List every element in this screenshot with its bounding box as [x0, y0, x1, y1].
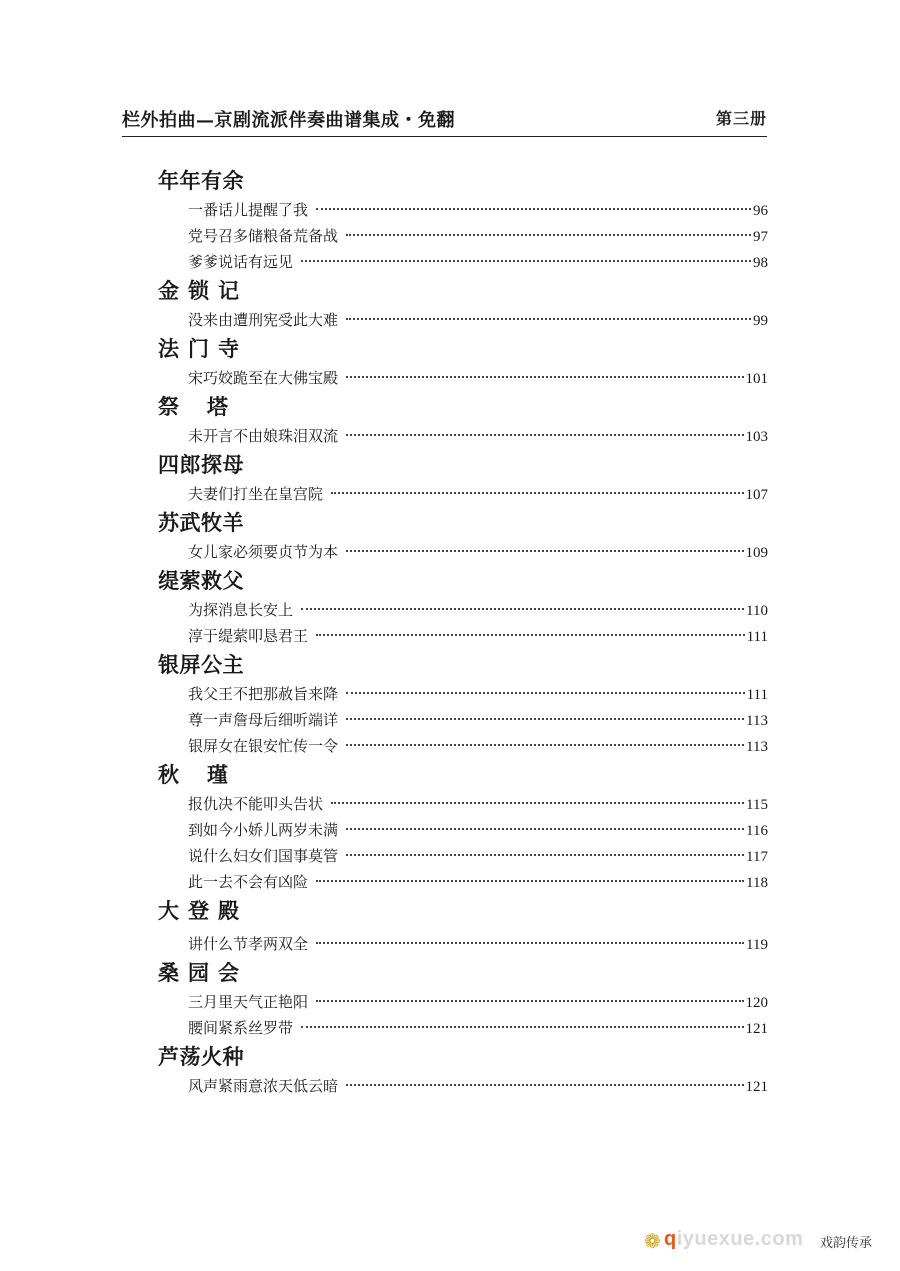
entry-title: 我父王不把那赦旨来降: [188, 685, 339, 703]
dot-leader: [346, 828, 744, 830]
entry-title: 说什么妇女们国事莫管: [188, 847, 339, 865]
dot-leader: [346, 1084, 743, 1086]
table-of-contents: [158, 165, 768, 1099]
entry-title: 风声紧雨意浓天低云暗: [188, 1077, 339, 1095]
toc-entry[interactable]: [158, 365, 768, 391]
dot-leader: [346, 854, 744, 856]
volume-label: 第三册: [715, 109, 767, 128]
entry-title: 银屏女在银安忙传一令: [188, 737, 339, 755]
entry-title: 夫妻们打坐在皇宫院: [188, 485, 324, 503]
entry-title: 三月里天气正艳阳: [188, 993, 309, 1011]
dot-leader: [346, 434, 743, 436]
toc-section: [158, 449, 768, 507]
toc-section: [158, 507, 768, 565]
dot-leader: [346, 550, 743, 552]
dot-leader: [316, 634, 745, 636]
page-number: 98: [753, 255, 768, 271]
dot-leader: [316, 880, 744, 882]
toc-entry[interactable]: [158, 733, 768, 759]
dot-leader: [346, 376, 743, 378]
section-title: 法门寺: [158, 336, 248, 361]
toc-entry[interactable]: [158, 481, 768, 507]
page-number: 119: [746, 937, 768, 953]
dot-leader: [346, 718, 744, 720]
dot-leader: [331, 802, 744, 804]
section-title: 苏武牧羊: [158, 510, 244, 535]
toc-entry[interactable]: [158, 539, 768, 565]
toc-entry[interactable]: [158, 1015, 768, 1041]
toc-entry[interactable]: [158, 843, 768, 869]
page-number: 111: [746, 687, 768, 703]
section-title: 芦荡火种: [158, 1044, 244, 1069]
entry-title: 未开言不由娘珠泪双流: [188, 427, 339, 445]
page-number: 101: [745, 371, 768, 387]
dot-leader: [316, 1000, 743, 1002]
toc-entry[interactable]: [158, 423, 768, 449]
section-title: 金锁记: [158, 278, 248, 303]
toc-entry[interactable]: [158, 707, 768, 733]
toc-entry[interactable]: [158, 307, 768, 333]
page-number: 118: [746, 875, 768, 891]
toc-section: [158, 1041, 768, 1099]
toc-entry[interactable]: [158, 681, 768, 707]
entry-title: 尊一声詹母后细听端详: [188, 711, 339, 729]
section-title: 秋瑾: [158, 762, 256, 787]
page-number: 110: [746, 603, 768, 619]
toc-section: [158, 957, 768, 1041]
toc-entry[interactable]: [158, 249, 768, 275]
toc-section: [158, 565, 768, 649]
section-title: 桑园会: [158, 960, 248, 985]
section-title: 四郎探母: [158, 452, 244, 477]
page-number: 99: [753, 313, 768, 329]
dot-leader: [316, 208, 751, 210]
section-title: 祭塔: [158, 394, 256, 419]
toc-entry[interactable]: [158, 623, 768, 649]
page-number: 115: [746, 797, 768, 813]
toc-entry[interactable]: [158, 597, 768, 623]
page-number: 103: [745, 429, 768, 445]
page-number: 111: [746, 629, 768, 645]
toc-entry[interactable]: [158, 817, 768, 843]
toc-entry[interactable]: [158, 197, 768, 223]
wechat-icon: ❁: [644, 1229, 661, 1253]
toc-section: [158, 165, 768, 275]
section-title: 银屏公主: [158, 652, 244, 677]
watermark-label: 戏韵传承: [819, 1236, 872, 1251]
page-number: 120: [745, 995, 768, 1011]
entry-title: 女儿家必须要贞节为本: [188, 543, 339, 561]
toc-entry[interactable]: [158, 223, 768, 249]
page-header: [122, 96, 767, 137]
watermark: [642, 1213, 872, 1257]
page-number: 107: [745, 487, 768, 503]
page-number: 121: [745, 1021, 768, 1037]
page-number: 116: [746, 823, 768, 839]
section-title: 大登殿: [158, 898, 248, 923]
watermark-url: qiyuexue.com: [664, 1228, 804, 1250]
dot-leader: [316, 942, 744, 944]
page-number: 113: [746, 713, 768, 729]
page-number: 109: [745, 545, 768, 561]
page-number: 121: [745, 1079, 768, 1095]
toc-section: [158, 391, 768, 449]
entry-title: 一番话儿提醒了我: [188, 201, 309, 219]
dot-leader: [331, 492, 743, 494]
dot-leader: [301, 1026, 743, 1028]
page-number: 113: [746, 739, 768, 755]
toc-entry[interactable]: [158, 931, 768, 957]
toc-section: [158, 275, 768, 333]
entry-title: 没来由遭刑宪受此大难: [188, 311, 339, 329]
entry-title: 此一去不会有凶险: [188, 873, 309, 891]
toc-section: [158, 649, 768, 759]
section-title: 年年有余: [158, 168, 244, 193]
entry-title: 党号召多储粮备荒备战: [188, 227, 339, 245]
toc-section: [158, 895, 768, 957]
entry-title: 为探消息长安上: [188, 601, 294, 619]
page-number: 97: [753, 229, 768, 245]
entry-title: 讲什么节孝两双全: [188, 935, 309, 953]
entry-title: 淳于缇萦叩恳君王: [188, 627, 309, 645]
entry-title: 到如今小娇儿两岁未满: [188, 821, 339, 839]
page-number: 96: [753, 203, 768, 219]
page-number: 117: [746, 849, 768, 865]
toc-entry[interactable]: [158, 1073, 768, 1099]
book-title: 栏外拍曲—京剧流派伴奏曲谱集成・免翻: [122, 110, 455, 131]
entry-title: 腰间紧系丝罗带: [188, 1019, 294, 1037]
toc-entry[interactable]: [158, 791, 768, 817]
toc-section: [158, 333, 768, 391]
toc-entry[interactable]: [158, 989, 768, 1015]
entry-title: 爹爹说话有远见: [188, 253, 294, 271]
dot-leader: [301, 608, 744, 610]
toc-entry[interactable]: [158, 869, 768, 895]
dot-leader: [346, 234, 751, 236]
section-title: 缇萦救父: [158, 568, 244, 593]
entry-title: 宋巧姣跪至在大佛宝殿: [188, 369, 339, 387]
entry-title: 报仇决不能叩头告状: [188, 795, 324, 813]
dot-leader: [301, 260, 751, 262]
dot-leader: [346, 744, 744, 746]
dot-leader: [346, 692, 745, 694]
toc-section: [158, 759, 768, 895]
dot-leader: [346, 318, 751, 320]
